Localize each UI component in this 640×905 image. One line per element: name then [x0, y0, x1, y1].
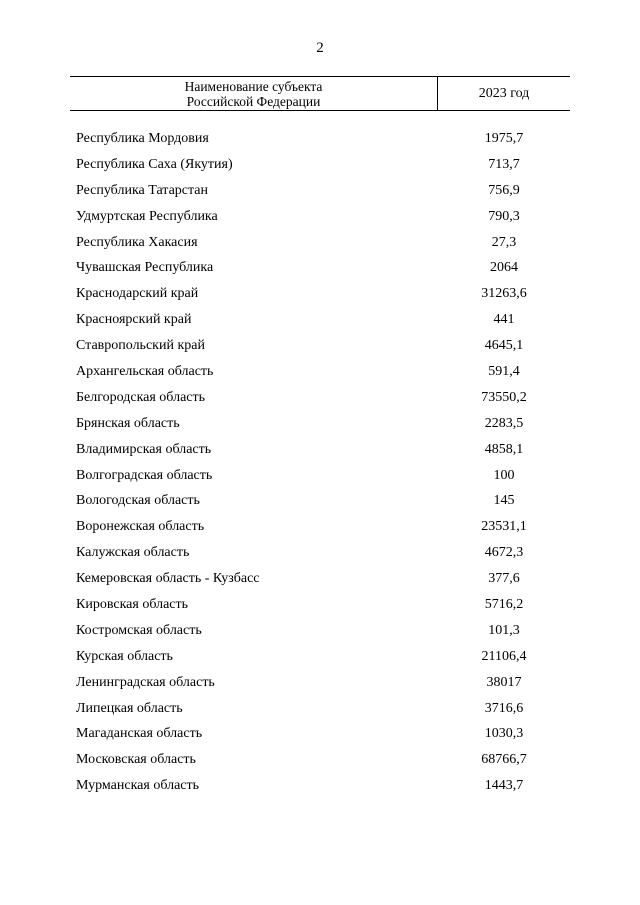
- subject-name: Краснодарский край: [76, 286, 199, 302]
- subject-value: 377,6: [488, 571, 520, 587]
- subject-value: 73550,2: [481, 389, 527, 405]
- table-row: [70, 618, 570, 644]
- subject-value: 1975,7: [484, 130, 524, 146]
- subject-name: Воронежская область: [76, 519, 205, 535]
- subject-value: 31263,6: [481, 286, 527, 302]
- table-row: [70, 255, 570, 281]
- page-number: 2: [316, 40, 324, 56]
- table-row: [70, 514, 570, 540]
- subject-name: Белгородская область: [76, 389, 206, 405]
- subject-name: Республика Хакасия: [76, 234, 198, 250]
- subject-value: 23531,1: [481, 519, 527, 535]
- table-row: [70, 385, 570, 411]
- subject-value: 68766,7: [481, 752, 527, 768]
- subject-value: 2064: [490, 260, 518, 276]
- table-row: [70, 463, 570, 489]
- table-row: [70, 747, 570, 773]
- subject-name: Ставропольский край: [76, 338, 205, 354]
- subject-name: Липецкая область: [76, 700, 183, 716]
- header-year: 2023 год: [478, 86, 530, 101]
- table-row: [70, 359, 570, 385]
- subject-value: 3716,6: [484, 700, 524, 716]
- header-subject-name-line1: Наименование субъекта: [184, 79, 323, 94]
- subject-value: 145: [493, 493, 515, 509]
- table-row: [70, 592, 570, 618]
- subject-name: Магаданская область: [76, 726, 203, 742]
- table-row: [70, 307, 570, 333]
- subject-name: Московская область: [76, 752, 196, 768]
- table-row: [70, 488, 570, 514]
- header-subject-name-line2: Российской Федерации: [186, 94, 321, 109]
- table-row: [70, 721, 570, 747]
- subject-name: Вологодская область: [76, 493, 200, 509]
- subject-value: 38017: [486, 674, 522, 690]
- table-row: [70, 773, 570, 799]
- subject-value: 21106,4: [481, 648, 527, 664]
- table-row: [70, 437, 570, 463]
- table-row: [70, 540, 570, 566]
- subject-value: 27,3: [491, 234, 517, 250]
- subject-name: Ленинградская область: [76, 674, 215, 690]
- subject-value: 4645,1: [484, 338, 524, 354]
- table-row: [70, 644, 570, 670]
- subject-value: 756,9: [488, 182, 520, 198]
- subject-name: Архангельская область: [76, 363, 214, 379]
- subject-value: 100: [493, 467, 515, 483]
- table-row: [70, 281, 570, 307]
- subject-value: 1030,3: [484, 726, 524, 742]
- table-row: [70, 696, 570, 722]
- subject-name: Республика Саха (Якутия): [76, 156, 233, 172]
- subject-name: Республика Мордовия: [76, 130, 209, 146]
- table-row: [70, 230, 570, 256]
- table-row: [70, 670, 570, 696]
- subject-name: Брянская область: [76, 415, 180, 431]
- subject-value: 4858,1: [484, 441, 524, 457]
- subject-name: Курская область: [76, 648, 173, 664]
- table-row: [70, 178, 570, 204]
- subject-value: 591,4: [488, 363, 520, 379]
- subject-value: 2283,5: [484, 415, 524, 431]
- table-row: [70, 152, 570, 178]
- table-row: [70, 566, 570, 592]
- subject-name: Костромская область: [76, 622, 202, 638]
- table-row: [70, 126, 570, 152]
- subject-name: Волгоградская область: [76, 467, 213, 483]
- subject-name: Мурманская область: [76, 778, 200, 794]
- subject-value: 790,3: [488, 208, 520, 224]
- subject-value: 4672,3: [484, 545, 524, 561]
- table-row: [70, 411, 570, 437]
- subject-name: Калужская область: [76, 545, 190, 561]
- table-row: [70, 204, 570, 230]
- table-header: [70, 76, 570, 111]
- table-body: [70, 126, 570, 799]
- header-subject-name: [70, 77, 438, 110]
- subject-name: Владимирская область: [76, 441, 212, 457]
- subject-name: Удмуртская Республика: [76, 208, 218, 224]
- subject-value: 5716,2: [484, 596, 524, 612]
- subject-value: 1443,7: [484, 778, 524, 794]
- subject-name: Кемеровская область - Кузбасс: [76, 571, 260, 587]
- subject-name: Чувашская Республика: [76, 260, 214, 276]
- subject-value: 101,3: [488, 622, 520, 638]
- subject-value: 713,7: [488, 156, 520, 172]
- subject-name: Республика Татарстан: [76, 182, 209, 198]
- subject-name: Красноярский край: [76, 312, 192, 328]
- subject-name: Кировская область: [76, 596, 189, 612]
- table-row: [70, 333, 570, 359]
- subject-value: 441: [493, 312, 515, 328]
